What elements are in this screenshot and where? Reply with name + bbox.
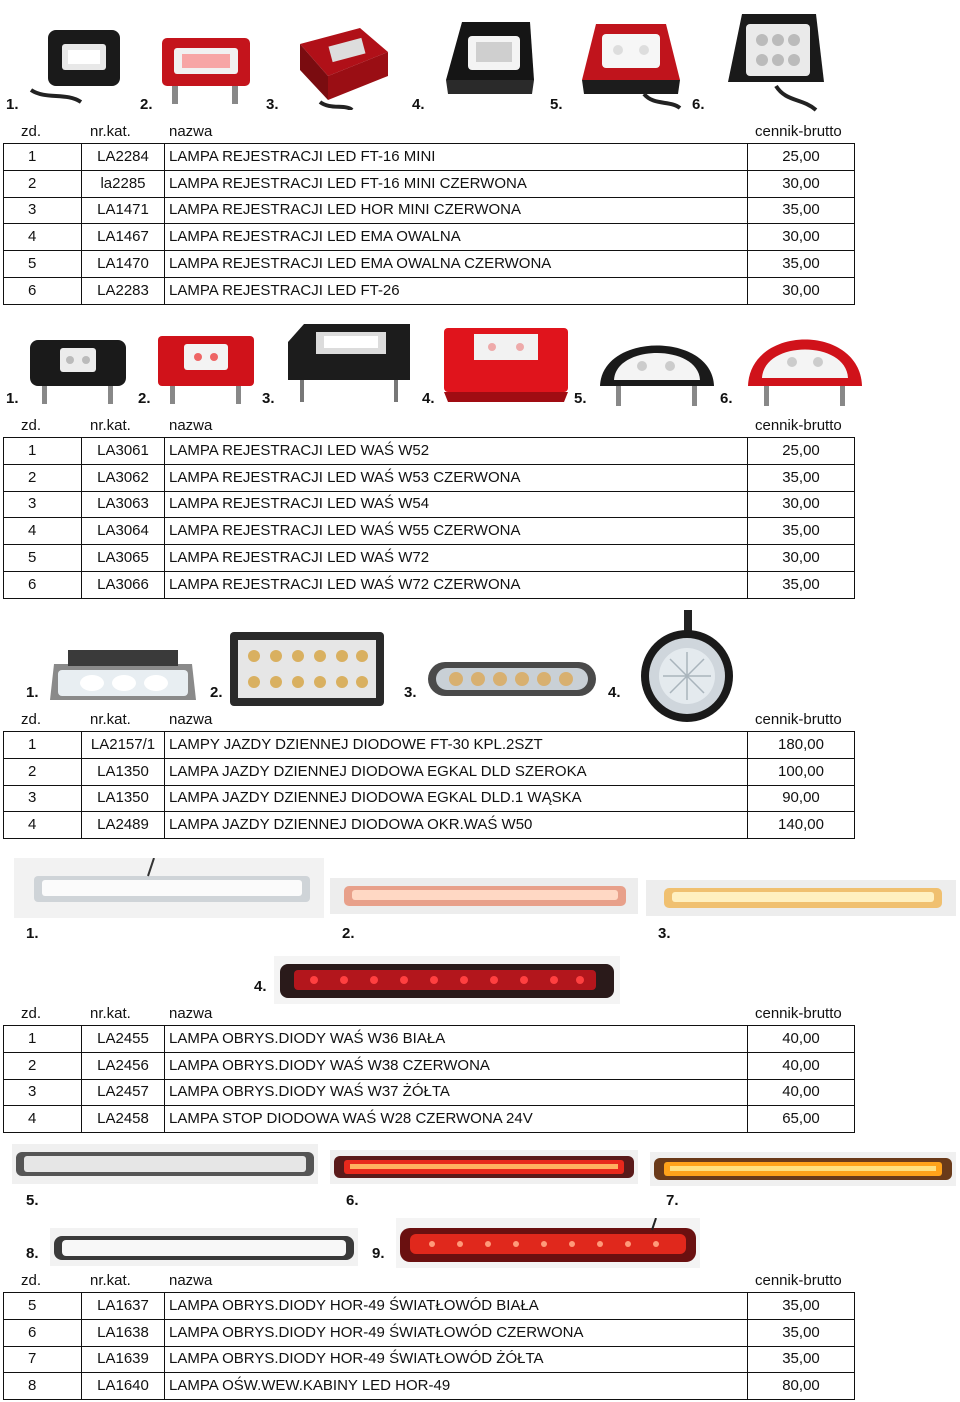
price-table-3 <box>3 731 855 839</box>
price: 35,00 <box>748 571 855 598</box>
table-row <box>4 758 855 785</box>
product-photo-4 <box>440 322 572 406</box>
product-photo-4 <box>274 956 620 1004</box>
product-photo-6 <box>330 1150 638 1184</box>
product-photo-5 <box>12 1144 318 1184</box>
table-row <box>4 170 855 197</box>
header-nr-kat: nr.kat. <box>90 1272 131 1289</box>
product-name: LAMPA REJESTRACJI LED EMA OWALNA CZERWONA <box>165 251 748 278</box>
row-number: 2 <box>4 758 82 785</box>
header-cennik-brutto: cennik-brutto <box>755 123 842 140</box>
product-photo-5 <box>574 10 688 110</box>
catalog-number: LA1470 <box>82 251 165 278</box>
table-row <box>4 491 855 518</box>
table-row <box>4 1319 855 1346</box>
row-number: 4 <box>4 224 82 251</box>
price-table-5 <box>3 1292 855 1400</box>
catalog-number: LA2455 <box>82 1026 165 1053</box>
product-photo-8 <box>50 1228 358 1266</box>
product-name: LAMPA OBRYS.DIODY WAŚ W38 CZERWONA <box>165 1052 748 1079</box>
catalog-number: LA2489 <box>82 812 165 839</box>
price: 35,00 <box>748 464 855 491</box>
product-photo-3 <box>426 658 598 700</box>
catalog-number: LA3066 <box>82 571 165 598</box>
row-number: 5 <box>4 1293 82 1320</box>
catalog-number: LA1350 <box>82 758 165 785</box>
product-photo-1 <box>26 334 130 406</box>
row-number: 4 <box>4 812 82 839</box>
table-row <box>4 197 855 224</box>
table-row <box>4 438 855 465</box>
price: 35,00 <box>748 518 855 545</box>
photo-label-8: 8. <box>26 1245 39 1262</box>
header-nazwa: nazwa <box>169 711 213 728</box>
photo-label-2: 2. <box>140 96 153 113</box>
photo-label-2: 2. <box>342 925 355 942</box>
row-number: 3 <box>4 785 82 812</box>
photo-label-6: 6. <box>692 96 705 113</box>
row-number: 1 <box>4 1026 82 1053</box>
price: 25,00 <box>748 438 855 465</box>
photo-label-9: 9. <box>372 1245 385 1262</box>
catalog-number: LA2157/1 <box>82 732 165 759</box>
price: 90,00 <box>748 785 855 812</box>
catalog-number: LA1639 <box>82 1346 165 1373</box>
photo-label-4: 4. <box>412 96 425 113</box>
header-cennik-brutto: cennik-brutto <box>755 1272 842 1289</box>
product-name: LAMPA REJESTRACJI LED WAŚ W55 CZERWONA <box>165 518 748 545</box>
photo-label-3: 3. <box>262 390 275 407</box>
header-zd: zd. <box>21 1272 42 1289</box>
row-number: 3 <box>4 197 82 224</box>
product-photo-2 <box>154 24 256 108</box>
product-name: LAMPA REJESTRACJI LED FT-16 MINI CZERWONA <box>165 170 748 197</box>
product-photo-6 <box>716 2 830 114</box>
table-row <box>4 518 855 545</box>
row-number: 6 <box>4 571 82 598</box>
row-number: 3 <box>4 491 82 518</box>
photo-label-3: 3. <box>658 925 671 942</box>
product-name: LAMPA REJESTRACJI LED WAŚ W54 <box>165 491 748 518</box>
row-number: 7 <box>4 1346 82 1373</box>
table-row <box>4 464 855 491</box>
table-row <box>4 812 855 839</box>
price: 30,00 <box>748 224 855 251</box>
price: 140,00 <box>748 812 855 839</box>
product-photo-2 <box>154 330 258 406</box>
product-name: LAMPA REJESTRACJI LED WAŚ W53 CZERWONA <box>165 464 748 491</box>
row-number: 8 <box>4 1373 82 1400</box>
price: 30,00 <box>748 277 855 304</box>
price: 40,00 <box>748 1026 855 1053</box>
photo-label-6: 6. <box>346 1192 359 1209</box>
table-row <box>4 277 855 304</box>
header-nr-kat: nr.kat. <box>90 711 131 728</box>
header-zd: zd. <box>21 1005 42 1022</box>
product-photo-9 <box>396 1218 700 1268</box>
table-row <box>4 1026 855 1053</box>
catalog-number: LA1638 <box>82 1319 165 1346</box>
price-table-2 <box>3 437 855 599</box>
row-number: 6 <box>4 277 82 304</box>
price: 35,00 <box>748 1346 855 1373</box>
photo-label-4: 4. <box>608 684 621 701</box>
product-name: LAMPA OBRYS.DIODY HOR-49 ŚWIATŁOWÓD BIAŁA <box>165 1293 748 1320</box>
product-name: LAMPA REJESTRACJI LED EMA OWALNA <box>165 224 748 251</box>
table-row <box>4 1293 855 1320</box>
catalog-number: LA1467 <box>82 224 165 251</box>
photo-label-1: 1. <box>26 925 39 942</box>
catalog-number: la2285 <box>82 170 165 197</box>
header-nr-kat: nr.kat. <box>90 417 131 434</box>
product-photo-1 <box>26 20 126 106</box>
product-name: LAMPA STOP DIODOWA WAŚ W28 CZERWONA 24V <box>165 1106 748 1133</box>
table-row <box>4 1106 855 1133</box>
table-row <box>4 545 855 572</box>
header-cennik-brutto: cennik-brutto <box>755 417 842 434</box>
price: 65,00 <box>748 1106 855 1133</box>
photo-label-5: 5. <box>574 390 587 407</box>
price: 80,00 <box>748 1373 855 1400</box>
product-photo-6 <box>742 318 868 410</box>
product-name: LAMPA REJESTRACJI LED FT-16 MINI <box>165 144 748 171</box>
photo-label-1: 1. <box>6 390 19 407</box>
table-row <box>4 144 855 171</box>
catalog-number: LA2284 <box>82 144 165 171</box>
price: 25,00 <box>748 144 855 171</box>
product-photo-5 <box>594 322 720 408</box>
catalog-number: LA3065 <box>82 545 165 572</box>
row-number: 6 <box>4 1319 82 1346</box>
row-number: 4 <box>4 1106 82 1133</box>
catalog-number: LA3062 <box>82 464 165 491</box>
table-row <box>4 1346 855 1373</box>
table-row <box>4 1373 855 1400</box>
catalog-number: LA1471 <box>82 197 165 224</box>
photo-label-3: 3. <box>266 96 279 113</box>
product-name: LAMPY JAZDY DZIENNEJ DIODOWE FT-30 KPL.2SZT <box>165 732 748 759</box>
catalog-number: LA3063 <box>82 491 165 518</box>
price-table-1 <box>3 143 855 305</box>
catalog-number: LA2457 <box>82 1079 165 1106</box>
price: 40,00 <box>748 1052 855 1079</box>
row-number: 1 <box>4 438 82 465</box>
product-name: LAMPA OBRYS.DIODY WAŚ W37 ŻÓŁTA <box>165 1079 748 1106</box>
catalog-number: LA1640 <box>82 1373 165 1400</box>
row-number: 5 <box>4 545 82 572</box>
header-nazwa: nazwa <box>169 1272 213 1289</box>
product-photo-3 <box>646 880 956 916</box>
photo-label-2: 2. <box>138 390 151 407</box>
header-zd: zd. <box>21 417 42 434</box>
product-name: LAMPA OŚW.WEW.KABINY LED HOR-49 <box>165 1373 748 1400</box>
photo-label-1: 1. <box>6 96 19 113</box>
product-photo-1 <box>44 642 202 710</box>
price: 35,00 <box>748 1293 855 1320</box>
product-name: LAMPA REJESTRACJI LED WAŚ W52 <box>165 438 748 465</box>
product-name: LAMPA JAZDY DZIENNEJ DIODOWA OKR.WAŚ W50 <box>165 812 748 839</box>
product-photo-3 <box>280 318 418 408</box>
header-nr-kat: nr.kat. <box>90 1005 131 1022</box>
row-number: 2 <box>4 464 82 491</box>
product-name: LAMPA REJESTRACJI LED WAŚ W72 <box>165 545 748 572</box>
product-name: LAMPA OBRYS.DIODY HOR-49 ŚWIATŁOWÓD ŻÓŁTA <box>165 1346 748 1373</box>
table-row <box>4 251 855 278</box>
table-row <box>4 224 855 251</box>
table-row <box>4 732 855 759</box>
catalog-number: LA1350 <box>82 785 165 812</box>
product-photo-1 <box>14 858 324 918</box>
catalog-number: LA1637 <box>82 1293 165 1320</box>
catalog-number: LA2283 <box>82 277 165 304</box>
price: 30,00 <box>748 545 855 572</box>
header-cennik-brutto: cennik-brutto <box>755 1005 842 1022</box>
photo-label-1: 1. <box>26 684 39 701</box>
price: 30,00 <box>748 170 855 197</box>
product-name: LAMPA OBRYS.DIODY WAŚ W36 BIAŁA <box>165 1026 748 1053</box>
photo-label-6: 6. <box>720 390 733 407</box>
price: 35,00 <box>748 197 855 224</box>
catalog-number: LA2458 <box>82 1106 165 1133</box>
product-photo-2 <box>330 878 638 914</box>
row-number: 2 <box>4 1052 82 1079</box>
header-nazwa: nazwa <box>169 1005 213 1022</box>
photo-label-5: 5. <box>550 96 563 113</box>
table-row <box>4 1079 855 1106</box>
catalog-number: LA2456 <box>82 1052 165 1079</box>
product-name: LAMPA REJESTRACJI LED FT-26 <box>165 277 748 304</box>
price: 100,00 <box>748 758 855 785</box>
product-name: LAMPA REJESTRACJI LED WAŚ W72 CZERWONA <box>165 571 748 598</box>
row-number: 4 <box>4 518 82 545</box>
product-photo-4 <box>432 10 544 110</box>
photo-label-7: 7. <box>666 1192 679 1209</box>
photo-label-4: 4. <box>254 978 267 995</box>
product-name: LAMPA REJESTRACJI LED HOR MINI CZERWONA <box>165 197 748 224</box>
price: 180,00 <box>748 732 855 759</box>
header-cennik-brutto: cennik-brutto <box>755 711 842 728</box>
price: 30,00 <box>748 491 855 518</box>
row-number: 3 <box>4 1079 82 1106</box>
product-name: LAMPA JAZDY DZIENNEJ DIODOWA EGKAL DLD SZEROKA <box>165 758 748 785</box>
product-name: LAMPA JAZDY DZIENNEJ DIODOWA EGKAL DLD.1 WĄSKA <box>165 785 748 812</box>
header-zd: zd. <box>21 123 42 140</box>
header-nazwa: nazwa <box>169 123 213 140</box>
photo-label-4: 4. <box>422 390 435 407</box>
table-row <box>4 1052 855 1079</box>
header-zd: zd. <box>21 711 42 728</box>
row-number: 1 <box>4 144 82 171</box>
product-name: LAMPA OBRYS.DIODY HOR-49 ŚWIATŁOWÓD CZERWONA <box>165 1319 748 1346</box>
photo-label-5: 5. <box>26 1192 39 1209</box>
catalog-number: LA3064 <box>82 518 165 545</box>
row-number: 1 <box>4 732 82 759</box>
product-photo-7 <box>650 1152 956 1186</box>
catalog-number: LA3061 <box>82 438 165 465</box>
table-row <box>4 785 855 812</box>
photo-label-3: 3. <box>404 684 417 701</box>
header-nazwa: nazwa <box>169 417 213 434</box>
price: 40,00 <box>748 1079 855 1106</box>
price-table-4 <box>3 1025 855 1133</box>
photo-label-2: 2. <box>210 684 223 701</box>
row-number: 2 <box>4 170 82 197</box>
product-photo-3 <box>290 16 394 110</box>
table-row <box>4 571 855 598</box>
price: 35,00 <box>748 1319 855 1346</box>
row-number: 5 <box>4 251 82 278</box>
header-nr-kat: nr.kat. <box>90 123 131 140</box>
product-photo-2 <box>228 628 386 710</box>
product-photo-4 <box>630 610 744 726</box>
price: 35,00 <box>748 251 855 278</box>
